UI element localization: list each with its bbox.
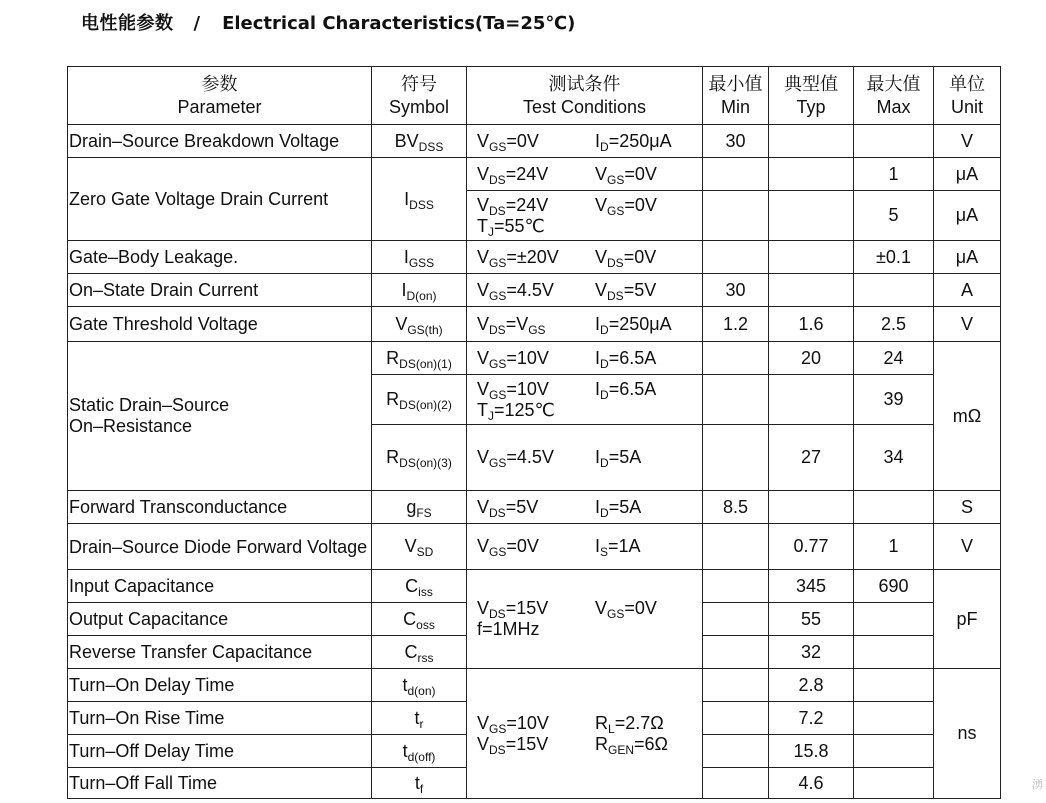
unit-cell: ns — [934, 669, 1001, 799]
conditions-cell: $V_{GS}=4.5V$ $I_D=5A$ — [467, 425, 703, 491]
symbol-cell: $R_{DS(on)(3)}$ — [372, 425, 467, 491]
min-cell — [703, 191, 769, 241]
symbol-cell: $C_{oss}$ — [372, 603, 467, 636]
typ-cell: 0.77 — [769, 524, 854, 570]
symbol-cell: $V_{GS(th)}$ — [372, 307, 467, 342]
symbol-cell: $I_{D(on)}$ — [372, 274, 467, 307]
max-cell: 5 — [854, 191, 934, 241]
page-title — [81, 9, 575, 35]
conditions-cell: $V_{GS}=4.5V$ $V_{DS}=5V$ — [467, 274, 703, 307]
typ-cell: 4.6 — [769, 768, 854, 799]
typ-cell: 2.8 — [769, 669, 854, 702]
table-row — [68, 158, 1001, 191]
header-symbol: 符号 Symbol — [372, 67, 467, 125]
min-cell — [703, 375, 769, 425]
symbol-cell: $t_{d(off)}$ — [372, 735, 467, 768]
symbol-cell: $C_{iss}$ — [372, 570, 467, 603]
min-cell: 8.5 — [703, 491, 769, 524]
table-row — [68, 125, 1001, 158]
max-cell: 1 — [854, 158, 934, 191]
min-cell — [703, 735, 769, 768]
table-header — [68, 67, 1001, 125]
typ-cell — [769, 158, 854, 191]
table-row — [68, 241, 1001, 274]
typ-cell — [769, 191, 854, 241]
max-cell: ±0.1 — [854, 241, 934, 274]
unit-cell: pF — [934, 570, 1001, 669]
param-cell: Output Capacitance — [68, 603, 372, 636]
typ-cell: 345 — [769, 570, 854, 603]
param-cell: Drain–Source Breakdown Voltage — [68, 125, 372, 158]
header-min: 最小值 Min — [703, 67, 769, 125]
typ-cell — [769, 375, 854, 425]
table-row — [68, 570, 1001, 603]
max-cell — [854, 636, 934, 669]
typ-cell: 20 — [769, 342, 854, 375]
unit-cell: mΩ — [934, 342, 1001, 491]
max-cell — [854, 735, 934, 768]
min-cell: 1.2 — [703, 307, 769, 342]
watermark-logo: 湧 — [1032, 778, 1043, 791]
max-cell — [854, 702, 934, 735]
min-cell — [703, 636, 769, 669]
max-cell — [854, 274, 934, 307]
max-cell — [854, 603, 934, 636]
conditions-cell: $V_{GS}=\pm 20V$ $V_{DS}=0V$ — [467, 241, 703, 274]
min-cell: 30 — [703, 125, 769, 158]
symbol-cell: $t_{d(on)}$ — [372, 669, 467, 702]
max-cell — [854, 669, 934, 702]
symbol-cell: $I_{DSS}$ — [372, 158, 467, 241]
table-row — [68, 524, 1001, 570]
conditions-cell: $V_{DS}=5V$ $I_D=5A$ — [467, 491, 703, 524]
max-cell: 39 — [854, 375, 934, 425]
param-cell: Turn–Off Delay Time — [68, 735, 372, 768]
max-cell: 690 — [854, 570, 934, 603]
param-cell: Turn–On Rise Time — [68, 702, 372, 735]
symbol-cell: $I_{GSS}$ — [372, 241, 467, 274]
typ-cell — [769, 125, 854, 158]
table-row — [68, 274, 1001, 307]
max-cell — [854, 768, 934, 799]
typ-cell: 1.6 — [769, 307, 854, 342]
symbol-cell: $g_{FS}$ — [372, 491, 467, 524]
max-cell: 1 — [854, 524, 934, 570]
conditions-cell: $V_{GS}=10V$ $I_D=6.5A$ — [467, 342, 703, 375]
typ-cell — [769, 241, 854, 274]
min-cell — [703, 425, 769, 491]
param-cell: Gate Threshold Voltage — [68, 307, 372, 342]
param-cell: Drain–Source Diode Forward Voltage — [68, 524, 372, 570]
min-cell — [703, 524, 769, 570]
param-cell: Input Capacitance — [68, 570, 372, 603]
conditions-cell: $V_{DS}=15V$ $V_{GS}=0V$ f=1MHz — [467, 570, 703, 669]
min-cell — [703, 570, 769, 603]
unit-cell: μA — [934, 241, 1001, 274]
symbol-cell: $BV_{DSS}$ — [372, 125, 467, 158]
max-cell: 24 — [854, 342, 934, 375]
header-conditions: 测试条件 Test Conditions — [467, 67, 703, 125]
header-max: 最大值 Max — [854, 67, 934, 125]
param-cell: Turn–Off Fall Time — [68, 768, 372, 799]
param-cell: On–State Drain Current — [68, 274, 372, 307]
electrical-characteristics-table — [67, 66, 1001, 799]
param-cell: Gate–Body Leakage. — [68, 241, 372, 274]
typ-cell: 27 — [769, 425, 854, 491]
param-cell: Zero Gate Voltage Drain Current — [68, 158, 372, 241]
conditions-cell: $V_{DS}=24V$ $V_{GS}=0V$ $T_J=55℃$ — [467, 191, 703, 241]
typ-cell: 32 — [769, 636, 854, 669]
conditions-cell: $V_{GS}=10V$ $R_L=2.7\Omega$ $V_{DS}=15V$ $R_{GEN}=6\Omega$ — [467, 669, 703, 799]
min-cell — [703, 158, 769, 191]
unit-cell: V — [934, 125, 1001, 158]
min-cell — [703, 342, 769, 375]
unit-cell: S — [934, 491, 1001, 524]
conditions-cell: $V_{GS}=10V$ $I_D=6.5A$ $T_J=125℃$ — [467, 375, 703, 425]
min-cell: 30 — [703, 274, 769, 307]
conditions-cell: $V_{GS}=0V$ $I_D=250\mu A$ — [467, 125, 703, 158]
unit-cell: V — [934, 307, 1001, 342]
max-cell — [854, 491, 934, 524]
param-cell: Forward Transconductance — [68, 491, 372, 524]
max-cell: 34 — [854, 425, 934, 491]
unit-cell: A — [934, 274, 1001, 307]
conditions-cell: $V_{GS}=0V$ $I_S=1A$ — [467, 524, 703, 570]
unit-cell: μA — [934, 191, 1001, 241]
min-cell — [703, 669, 769, 702]
symbol-cell: $t_r$ — [372, 702, 467, 735]
table-row — [68, 342, 1001, 375]
min-cell — [703, 241, 769, 274]
table-row — [68, 491, 1001, 524]
symbol-cell: $V_{SD}$ — [372, 524, 467, 570]
title-separator: / — [193, 13, 201, 34]
min-cell — [703, 768, 769, 799]
conditions-cell: $V_{DS}=24V$ $V_{GS}=0V$ — [467, 158, 703, 191]
table-row — [68, 307, 1001, 342]
typ-cell: 15.8 — [769, 735, 854, 768]
conditions-cell: $V_{DS}=V_{GS}$ $I_D=250\mu A$ — [467, 307, 703, 342]
header-unit: 单位 Unit — [934, 67, 1001, 125]
unit-cell: μA — [934, 158, 1001, 191]
symbol-cell: $R_{DS(on)(2)}$ — [372, 375, 467, 425]
symbol-cell: $R_{DS(on)(1)}$ — [372, 342, 467, 375]
symbol-cell: $t_f$ — [372, 768, 467, 799]
max-cell — [854, 125, 934, 158]
table-row — [68, 669, 1001, 702]
symbol-cell: $C_{rss}$ — [372, 636, 467, 669]
typ-cell: 7.2 — [769, 702, 854, 735]
typ-cell — [769, 491, 854, 524]
header-parameter: 参数 Parameter — [68, 67, 372, 125]
min-cell — [703, 702, 769, 735]
max-cell: 2.5 — [854, 307, 934, 342]
typ-cell: 55 — [769, 603, 854, 636]
typ-cell — [769, 274, 854, 307]
min-cell — [703, 603, 769, 636]
header-typ: 典型值 Typ — [769, 67, 854, 125]
param-cell: Static Drain–Source On–Resistance — [68, 342, 372, 491]
title-zh: 电性能参数 — [81, 13, 174, 34]
unit-cell: V — [934, 524, 1001, 570]
param-cell: Reverse Transfer Capacitance — [68, 636, 372, 669]
param-cell: Turn–On Delay Time — [68, 669, 372, 702]
title-en: Electrical Characteristics(Ta=25℃) — [222, 13, 576, 34]
